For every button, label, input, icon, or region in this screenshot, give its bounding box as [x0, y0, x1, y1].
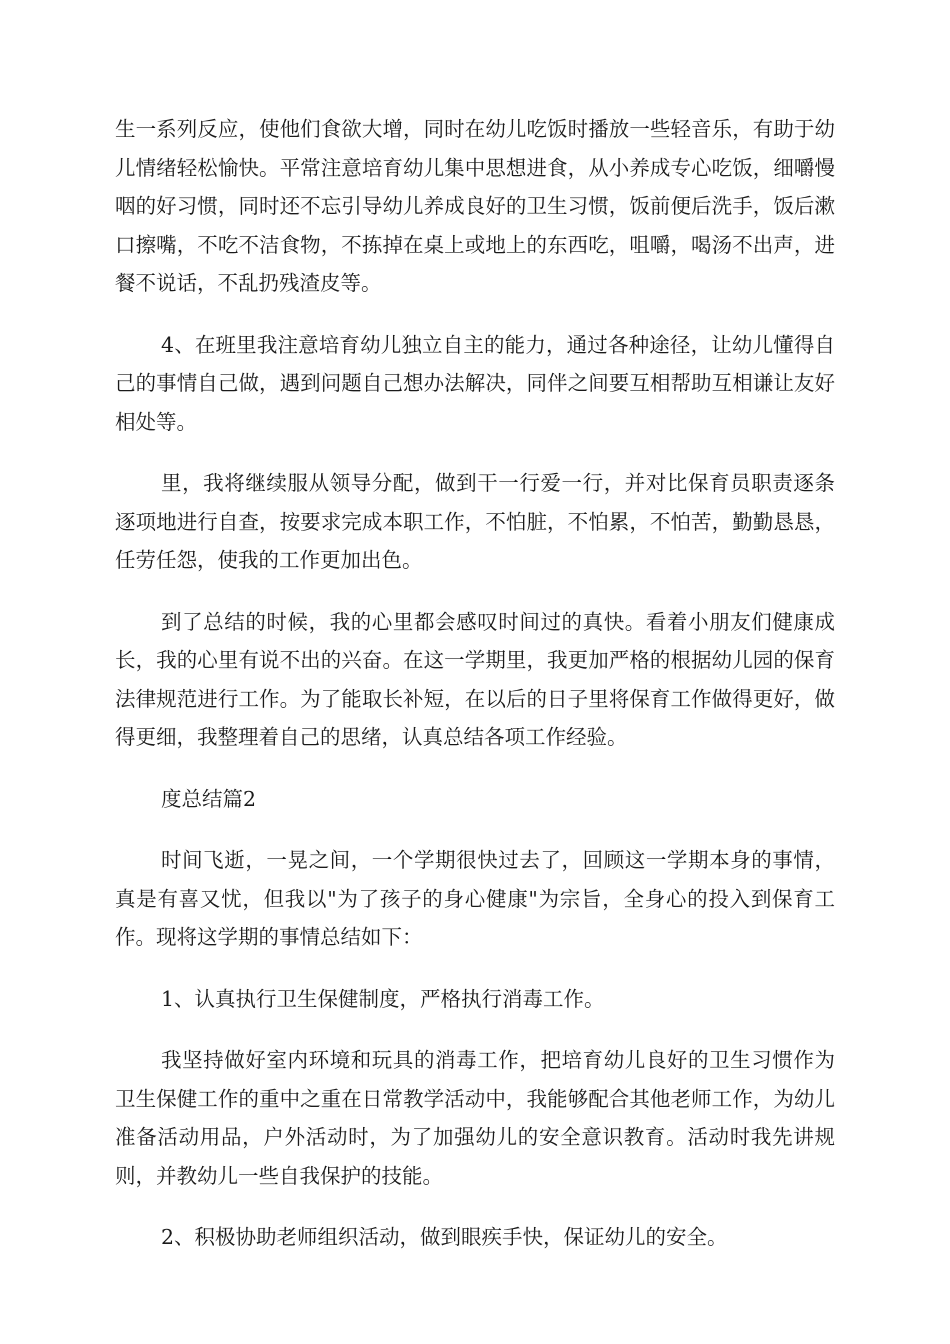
paragraph-semester-review: 时间飞逝，一晃之间，一个学期很快过去了，回顾这一学期本身的事情，真是有喜又忧，但我以"为了孩子的身心健康"为宗旨，全身心的投入到保育工作。现将这学期的事情总结如下：	[115, 848, 835, 949]
paragraph-item-2: 2、积极协助老师组织活动，做到眼疾手快，保证幼儿的安全。	[161, 1225, 728, 1249]
paragraph-item-4: 4、在班里我注意培育幼儿独立自主的能力，通过各种途径，让幼儿懂得自己的事情自己做，遇到问题自己想办法解决，同伴之间要互相帮助互相谦让友好相处等。	[115, 332, 835, 434]
section-heading: 度总结篇2	[161, 786, 257, 811]
paragraph-item-1: 1、认真执行卫生保健制度，严格执行消毒工作。	[161, 986, 605, 1011]
paragraph-disinfection: 我坚持做好室内环境和玩具的消毒工作，把培育幼儿良好的卫生习惯作为卫生保健工作的重中之重在日常教学活动中，我能够配合其他老师工作，为幼儿准备活动用品，户外活动时，为了加强幼儿的安全意识教育。活动时我先讲规则，并教幼儿一些自我保护的技能。	[115, 1048, 835, 1188]
paragraph-summary-intro: 到了总结的时候，我的心里都会感叹时间过的真快。看着小朋友们健康成长，我的心里有说不出的兴奋。在这一学期里，我更加严格的根据幼儿园的保育法律规范进行工作。为了能取长补短，在以后的日子里将保育工作做得更好，做得更细，我整理着自己的思绪，认真总结各项工作经验。	[115, 609, 835, 749]
document-body	[115, 110, 835, 1280]
paragraph-meal-habits: 生一系列反应，使他们食欲大增，同时在幼儿吃饭时播放一些轻音乐，有助于幼儿情绪轻松愉快。平常注意培育幼儿集中思想进食，从小养成专心吃饭，细嚼慢咽的好习惯，同时还不忘引导幼儿养成良好的卫生习惯，饭前便后洗手，饭后漱口擦嘴，不吃不洁食物，不拣掉在桌上或地上的东西吃，咀嚼，喝汤不出声，进餐不说话，不乱扔残渣皮等。	[115, 117, 835, 295]
paragraph-commitment: 里，我将继续服从领导分配，做到干一行爱一行，并对比保育员职责逐条逐项地进行自查，按要求完成本职工作，不怕脏，不怕累，不怕苦，勤勤恳恳，任劳任怨，使我的工作更加出色。	[115, 471, 835, 572]
